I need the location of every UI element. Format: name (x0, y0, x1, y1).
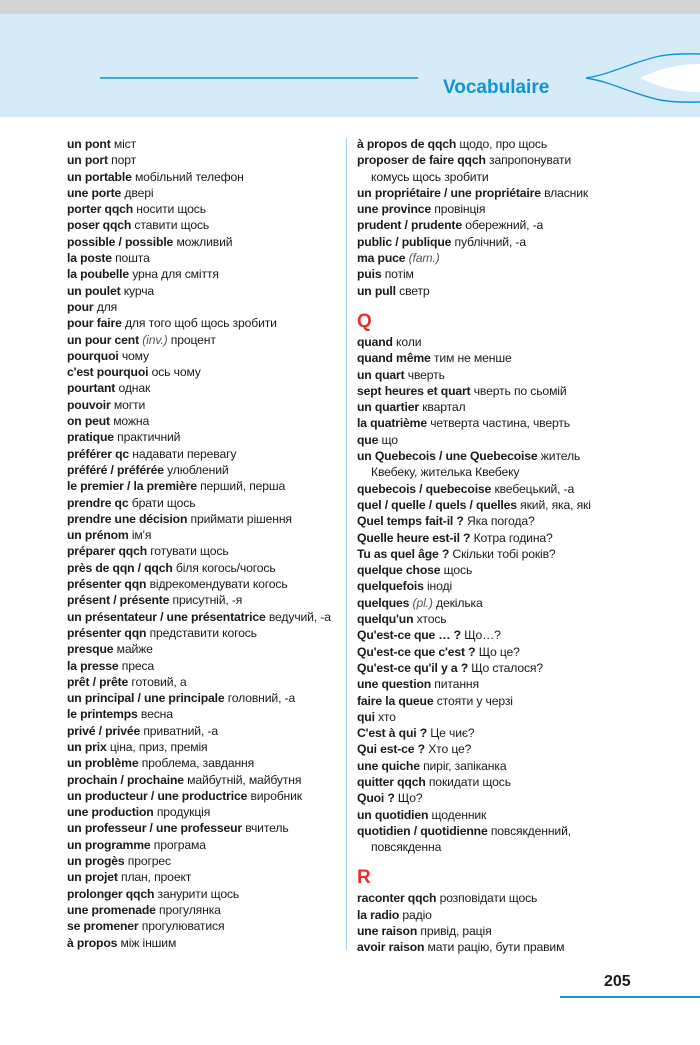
entry-word: prendre qc (67, 495, 129, 510)
entry-translation: пиріг, запіканка (419, 758, 507, 773)
entry-word: une promenade (67, 902, 156, 917)
vocabulary-entry (67, 706, 337, 722)
vocabulary-entry (357, 185, 647, 201)
entry-translation: стояти у черзі (433, 693, 513, 708)
entry-word: une porte (67, 185, 122, 200)
entry-translation: можна (109, 414, 150, 429)
vocabulary-entry (67, 380, 337, 396)
vocabulary-entry (357, 939, 647, 955)
vocabulary-entry (67, 315, 337, 331)
entry-translation: присутній, -я (169, 593, 243, 608)
entry-translation: практичний (113, 430, 181, 445)
entry-translation: щоденник (428, 807, 487, 822)
entry-translation: Хто це? (424, 742, 472, 757)
entry-word: présenter qqn (67, 577, 147, 592)
vocabulary-entry-continuation (357, 464, 647, 480)
entry-translation: ось чому (148, 365, 201, 380)
entry-translation: публічний, -а (451, 234, 526, 249)
entry-word: Qu'est-ce qu'il y a ? (357, 660, 469, 675)
entry-word: une province (357, 202, 432, 217)
entry-translation: процент (167, 332, 216, 347)
entry-translation: майбутній, майбутня (183, 772, 302, 787)
entry-translation: потім (381, 267, 414, 282)
vocabulary-entry (67, 902, 337, 918)
vocabulary-entry (357, 562, 647, 578)
entry-translation: що (378, 432, 398, 447)
entry-word: un portable (67, 169, 132, 184)
vocabulary-entry (357, 383, 647, 399)
entry-translation: розповідати щось (436, 891, 538, 906)
vocabulary-entry (67, 266, 337, 282)
vocabulary-entry (357, 546, 647, 562)
vocabulary-entry (67, 234, 337, 250)
vocabulary-entry (67, 772, 337, 788)
entry-word: quelques (357, 595, 410, 610)
entry-word: la presse (67, 658, 119, 673)
vocabulary-entry (357, 448, 647, 464)
vocabulary-entry (357, 350, 647, 366)
entry-translation: перший, перша (196, 479, 286, 494)
entry-translation: комусь щось зробити (371, 169, 489, 184)
entry-word: la quatrième (357, 416, 427, 431)
entry-translation: Котра година? (470, 530, 553, 545)
entry-translation: хтось (413, 612, 447, 627)
entry-translation: прогулюватися (138, 919, 225, 934)
entry-translation: ставити щось (131, 218, 210, 233)
vocabulary-entry (357, 774, 647, 790)
entry-translation: Що…? (460, 628, 501, 643)
vocabulary-entry (357, 611, 647, 627)
header-ornament (0, 14, 700, 117)
entry-word: quand même (357, 351, 431, 366)
entry-word: la poubelle (67, 267, 130, 282)
vocabulary-entry (67, 299, 337, 315)
entry-translation: приватний, -а (140, 723, 218, 738)
vocabulary-entry (67, 886, 337, 902)
entry-word: un port (67, 153, 108, 168)
vocabulary-entry (67, 250, 337, 266)
entry-word: le premier / la première (67, 479, 197, 494)
vocabulary-entry (67, 869, 337, 885)
entry-translation: для того щоб щось зробити (121, 316, 277, 331)
entry-word: un pull (357, 283, 396, 298)
vocabulary-entry (357, 201, 647, 217)
entry-word: un propriétaire / une propriétaire (357, 185, 541, 200)
vocabulary-entry (67, 837, 337, 853)
entry-translation: представити когось (146, 625, 257, 640)
entry-word: que (357, 432, 379, 447)
vocabulary-entry (357, 432, 647, 448)
entry-word: Quelle heure est-il ? (357, 530, 471, 545)
vocabulary-entry (67, 136, 337, 152)
entry-translation: провінція (431, 202, 486, 217)
entry-translation: вчитель (241, 821, 289, 836)
entry-translation: ціна, приз, премія (106, 739, 208, 754)
vocabulary-entry (67, 674, 337, 690)
entry-translation: двері (121, 185, 154, 200)
entry-word: un programme (67, 837, 151, 852)
entry-translation: брати щось (128, 495, 196, 510)
vocabulary-entry (67, 576, 337, 592)
entry-word: le printemps (67, 707, 138, 722)
entry-word: un pour cent (67, 332, 139, 347)
entry-translation: програма (150, 837, 206, 852)
vocabulary-entry (357, 136, 647, 152)
entry-translation: квебецький, -а (491, 481, 575, 496)
entry-translation: курча (120, 283, 155, 298)
entry-translation: обережний, -а (461, 218, 544, 233)
entry-word: quotidien / quotidienne (357, 823, 488, 838)
entry-translation: Це чиє? (427, 726, 475, 741)
vocabulary-entry (67, 625, 337, 641)
vocabulary-entry (67, 755, 337, 771)
entry-word: qui (357, 709, 375, 724)
entry-word: présent / présente (67, 593, 170, 608)
entry-translation: привід, рація (417, 924, 492, 939)
vocabulary-entry (357, 266, 647, 282)
entry-note: (inv.) (139, 332, 168, 347)
entry-translation: ведучий, -а (265, 609, 331, 624)
vocabulary-entry (67, 364, 337, 380)
entry-translation: готувати щось (147, 544, 229, 559)
entry-word: presque (67, 642, 114, 657)
entry-translation: Скільки тобі років? (449, 546, 556, 561)
entry-translation: відрекомендувати когось (146, 577, 288, 592)
entry-word: près de qqn / qqch (67, 560, 173, 575)
entry-word: Qu'est-ce que … ? (357, 628, 461, 643)
entry-word: la radio (357, 907, 400, 922)
vocabulary-entry (357, 790, 647, 806)
vocabulary-entry (67, 348, 337, 364)
entry-word: quel / quelle / quels / quelles (357, 497, 517, 512)
entry-word: Quoi ? (357, 791, 395, 806)
entry-word: on peut (67, 414, 110, 429)
entry-word: présenter qqn (67, 625, 147, 640)
vocabulary-entry (357, 890, 647, 906)
entry-word: un projet (67, 870, 118, 885)
entry-word: un prénom (67, 528, 129, 543)
entry-word: quelque chose (357, 563, 441, 578)
vocabulary-entry (67, 739, 337, 755)
entry-word: à propos (67, 935, 118, 950)
entry-translation: улюблений (163, 462, 229, 477)
entry-word: puis (357, 267, 382, 282)
entry-translation: щодо, про щось (456, 137, 548, 151)
vocabulary-entry (67, 201, 337, 217)
entry-translation: власник (540, 185, 589, 200)
entry-translation: Що? (394, 791, 423, 806)
entry-word: Quel temps fait-il ? (357, 514, 464, 529)
vocabulary-entry (357, 367, 647, 383)
page-number: 205 (604, 973, 631, 990)
entry-translation: чверть по сьомій (470, 383, 567, 398)
entry-word: un producteur / une productrice (67, 788, 248, 803)
entry-translation: радіо (399, 907, 432, 922)
vocabulary-entry (357, 923, 647, 939)
entry-translation: міст (110, 137, 137, 151)
vocabulary-entry (357, 907, 647, 923)
entry-word: un principal / une principale (67, 691, 225, 706)
vocabulary-entry (67, 918, 337, 934)
entry-word: pratique (67, 430, 114, 445)
entry-translation: продукція (153, 805, 211, 820)
entry-translation: повсякденна (371, 840, 442, 855)
entry-word: à propos de qqch (357, 137, 457, 151)
entry-word: c'est pourquoi (67, 365, 149, 380)
vocabulary-entry (357, 530, 647, 546)
entry-word: un présentateur / une présentatrice (67, 609, 266, 624)
entry-translation: прогулянка (155, 902, 221, 917)
entry-translation: Яка погода? (463, 514, 535, 529)
vocabulary-entry (357, 693, 647, 709)
vocabulary-entry (67, 560, 337, 576)
vocabulary-entry (67, 429, 337, 445)
entry-word: avoir raison (357, 940, 425, 955)
entry-translation: житель (537, 449, 581, 464)
entry-translation: майже (113, 642, 153, 657)
entry-word: quitter qqch (357, 774, 426, 789)
entry-word: un problème (67, 756, 139, 771)
vocabulary-entry (357, 725, 647, 741)
entry-translation: декілька (432, 595, 483, 610)
entry-translation: Що це? (475, 644, 520, 659)
entry-translation: однак (115, 381, 151, 396)
vocabulary-entry (357, 676, 647, 692)
entry-word: sept heures et quart (357, 383, 471, 398)
top-bar (0, 0, 700, 14)
entry-word: un quotidien (357, 807, 429, 822)
entry-translation: надавати перевагу (129, 446, 237, 461)
entry-translation: готовий, а (128, 674, 187, 689)
entry-word: poser qqch (67, 218, 132, 233)
entry-translation: светр (395, 283, 430, 298)
entry-translation: головний, -а (224, 691, 296, 706)
entry-word: possible / possible (67, 234, 174, 249)
entry-translation: могти (110, 397, 146, 412)
vocabulary-entry-continuation (357, 169, 647, 185)
entry-translation: ім'я (128, 528, 152, 543)
vocabulary-entry (357, 399, 647, 415)
entry-word: ma puce (357, 251, 406, 266)
page-title: Vocabulaire (443, 77, 550, 98)
vocabulary-entry (67, 723, 337, 739)
entry-word: porter qqch (67, 202, 134, 217)
entry-word: proposer de faire qqch (357, 153, 486, 168)
vocabulary-entry (67, 462, 337, 478)
entry-word: une quiche (357, 758, 420, 773)
vocabulary-entry (357, 627, 647, 643)
entry-word: se promener (67, 919, 139, 934)
entry-word: un pont (67, 137, 111, 151)
vocabulary-entry (67, 478, 337, 494)
vocabulary-entry-continuation (357, 839, 647, 855)
section-letter: Q (357, 310, 372, 332)
vocabulary-entry (67, 185, 337, 201)
entry-word: un poulet (67, 283, 121, 298)
vocabulary-entry (67, 495, 337, 511)
vocabulary-entry (357, 758, 647, 774)
entry-translation: коли (392, 334, 422, 349)
entry-translation: який, яка, які (516, 497, 591, 512)
vocabulary-entry (357, 481, 647, 497)
entry-translation: четверта частина, чверть (427, 416, 570, 431)
vocabulary-entry (67, 169, 337, 185)
vocabulary-entry (67, 283, 337, 299)
entry-word: une production (67, 805, 154, 820)
entry-word: un quartier (357, 400, 420, 415)
entry-note: (pl.) (409, 595, 433, 610)
entry-word: prendre une décision (67, 511, 188, 526)
vocabulary-entry (67, 853, 337, 869)
vocabulary-column-right (357, 136, 647, 956)
entry-word: une raison (357, 924, 418, 939)
entry-translation: преса (118, 658, 155, 673)
entry-translation: для (93, 299, 118, 314)
entry-translation: прогрес (124, 854, 171, 869)
entry-word: quelqu'un (357, 612, 414, 627)
entry-translation: занурити щось (154, 886, 240, 901)
entry-translation: хто (374, 709, 396, 724)
entry-translation: урна для сміття (129, 267, 219, 282)
entry-translation: приймати рішення (187, 511, 292, 526)
entry-translation: Квебеку, жителька Квебеку (371, 465, 520, 480)
entry-translation: порт (107, 153, 137, 168)
entry-word: quand (357, 334, 393, 349)
entry-word: quelquefois (357, 579, 424, 594)
entry-word: une question (357, 677, 432, 692)
vocabulary-entry (67, 511, 337, 527)
entry-translation: щось (440, 563, 473, 578)
vocabulary-entry (67, 788, 337, 804)
vocabulary-entry (67, 217, 337, 233)
entry-word: pourtant (67, 381, 116, 396)
vocabulary-entry (357, 807, 647, 823)
vocabulary-entry (357, 497, 647, 513)
entry-translation: запропонувати (485, 153, 572, 168)
vocabulary-entry (67, 658, 337, 674)
entry-word: prêt / prête (67, 674, 129, 689)
entry-word: pour faire (67, 316, 122, 331)
entry-word: privé / privée (67, 723, 141, 738)
entry-translation: можливий (173, 234, 233, 249)
entry-word: Tu as quel âge ? (357, 546, 450, 561)
vocabulary-entry (67, 446, 337, 462)
vocabulary-entry (357, 250, 647, 266)
entry-translation: план, проект (117, 870, 192, 885)
entry-word: préféré / préférée (67, 462, 164, 477)
entry-translation: покидати щось (425, 774, 511, 789)
vocabulary-entry (357, 152, 647, 168)
entry-word: un Quebecois / une Quebecoise (357, 449, 538, 464)
entry-translation: Що сталося? (468, 660, 544, 675)
entry-word: pouvoir (67, 397, 111, 412)
vocabulary-entry (67, 935, 337, 951)
entry-word: un professeur / une professeur (67, 821, 242, 836)
vocabulary-entry (67, 332, 337, 348)
entry-translation: виробник (247, 788, 302, 803)
vocabulary-entry (357, 513, 647, 529)
entry-translation: проблема, завдання (138, 756, 255, 771)
vocabulary-entry (357, 644, 647, 660)
entry-translation: між іншим (117, 935, 177, 950)
entry-word: raconter qqch (357, 891, 437, 906)
vocabulary-entry (67, 641, 337, 657)
page-number-rule (560, 996, 700, 998)
entry-word: la poste (67, 251, 112, 266)
entry-translation: чому (118, 348, 149, 363)
entry-translation: мобільний телефон (131, 169, 244, 184)
entry-translation: повсякденний, (487, 823, 571, 838)
vocabulary-entry (357, 823, 647, 839)
vocabulary-entry (357, 283, 647, 299)
vocabulary-entry (357, 709, 647, 725)
entry-word: pourquoi (67, 348, 119, 363)
entry-word: un quart (357, 367, 405, 382)
entry-word: prolonger qqch (67, 886, 155, 901)
entry-word: préférer qc (67, 446, 130, 461)
entry-word: préparer qqch (67, 544, 148, 559)
entry-note: (fam.) (405, 251, 440, 266)
vocabulary-entry (357, 660, 647, 676)
entry-word: un progès (67, 854, 125, 869)
vocabulary-entry (357, 334, 647, 350)
vocabulary-entry (67, 820, 337, 836)
entry-translation: пошта (111, 251, 150, 266)
vocabulary-entry (67, 527, 337, 543)
vocabulary-entry (357, 578, 647, 594)
entry-translation: тим не менше (430, 351, 512, 366)
vocabulary-entry (67, 609, 337, 625)
entry-translation: питання (431, 677, 479, 692)
entry-word: prochain / prochaine (67, 772, 184, 787)
vocabulary-entry (357, 741, 647, 757)
section-letter: R (357, 867, 371, 889)
vocabulary-entry (357, 234, 647, 250)
entry-word: C'est à qui ? (357, 726, 428, 741)
page-header (0, 14, 700, 117)
entry-word: Qu'est-ce que c'est ? (357, 644, 476, 659)
entry-word: quebecois / quebecoise (357, 481, 492, 496)
entry-translation: носити щось (133, 202, 206, 217)
entry-word: public / publique (357, 234, 452, 249)
vocabulary-entry (67, 543, 337, 559)
entry-translation: біля когось/чогось (172, 560, 276, 575)
entry-translation: чверть (404, 367, 445, 382)
vocabulary-entry (357, 217, 647, 233)
vocabulary-column-left (67, 136, 337, 951)
entry-word: pour (67, 299, 94, 314)
column-divider (346, 138, 347, 950)
vocabulary-entry (67, 804, 337, 820)
entry-translation: квартал (419, 400, 466, 415)
entry-translation: мати рацію, бути правим (424, 940, 565, 955)
entry-word: Qui est-ce ? (357, 742, 425, 757)
vocabulary-entry (67, 397, 337, 413)
entry-translation: весна (137, 707, 173, 722)
vocabulary-entry (357, 415, 647, 431)
vocabulary-entry (67, 152, 337, 168)
entry-translation: іноді (423, 579, 453, 594)
vocabulary-entry (357, 595, 647, 611)
vocabulary-entry (67, 592, 337, 608)
entry-word: un prix (67, 739, 107, 754)
entry-word: prudent / prudente (357, 218, 462, 233)
vocabulary-entry (67, 690, 337, 706)
entry-word: faire la queue (357, 693, 434, 708)
vocabulary-entry (67, 413, 337, 429)
